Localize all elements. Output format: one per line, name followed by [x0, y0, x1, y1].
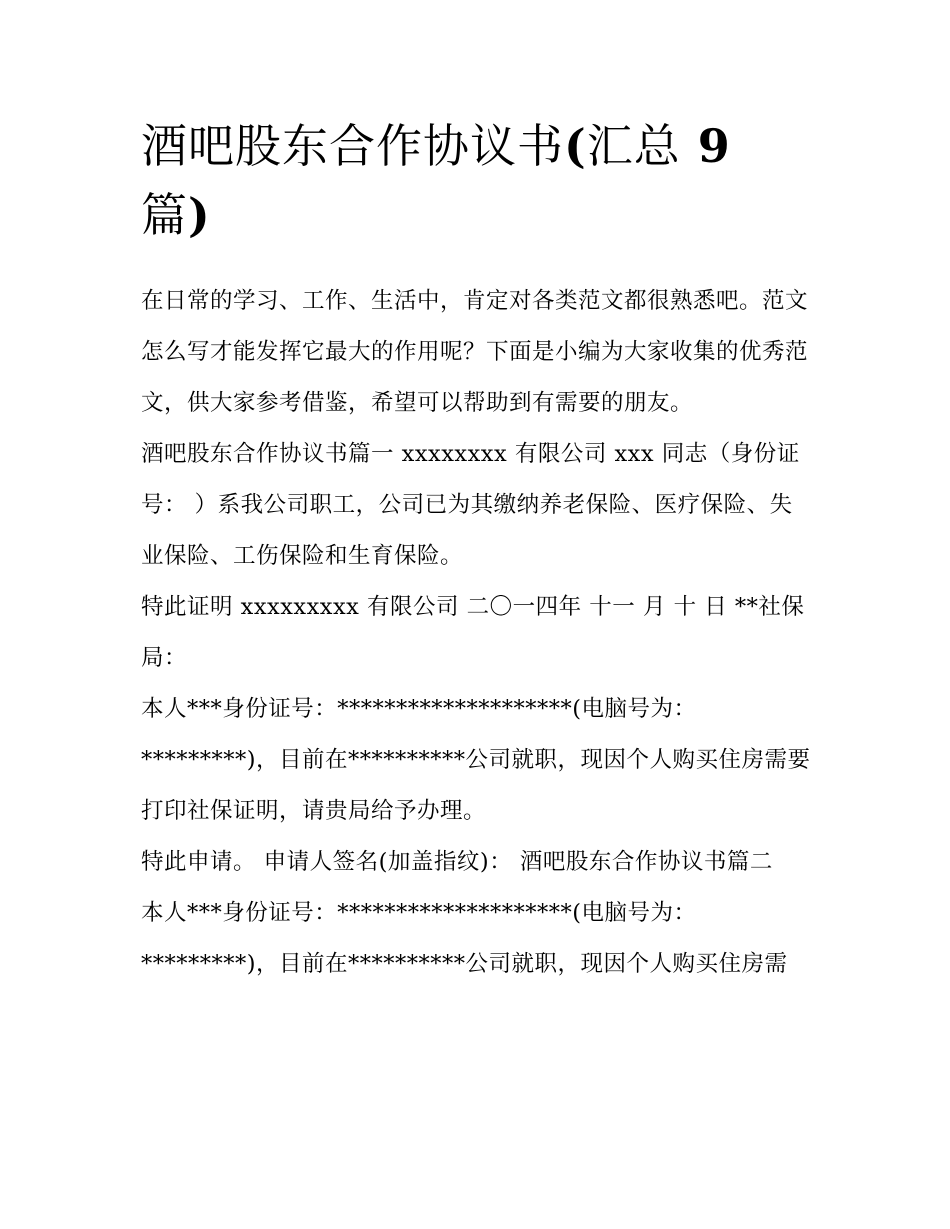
title-text-summary: 汇总: [586, 119, 681, 173]
title-count: 9: [680, 119, 731, 173]
paragraph-article-one: 酒吧股东合作协议书篇一 xxxxxxxx 有限公司 xxx 同志（身份证号： ）系我公司职工，公司已为其缴纳养老保险、医疗保险、失业保险、工伤保险和生育保险。: [141, 441, 800, 569]
paragraph-application: 本人***身份证号：********************(电脑号为：*********)，目前在**********公司就职，现因个人购买住房需要打印社保证明，请贵局给予办理。: [141, 696, 811, 824]
paragraph-signature: 特此申请。 申请人签名(加盖指纹)： 酒吧股东合作协议书篇二: [141, 849, 773, 875]
document-title: [141, 112, 801, 250]
document-body: [141, 276, 813, 990]
paragraph-certification: 特此证明 xxxxxxxxx 有限公司 二〇一四年 十一 月 十 日 **社保局：: [141, 594, 805, 671]
title-text-unit: 篇: [141, 188, 188, 242]
title-text-main: 酒吧股东合作协议书: [141, 119, 564, 173]
title-paren-open: (: [564, 119, 587, 173]
paragraph-intro: 在日常的学习、工作、生活中，肯定对各类范文都很熟悉吧。范文怎么写才能发挥它最大的作用呢？下面是小编为大家收集的优秀范文，供大家参考借鉴，希望可以帮助到有需要的朋友。: [141, 288, 809, 416]
paragraph-application-repeat: 本人***身份证号：********************(电脑号为：*********)，目前在**********公司就职，现因个人购买住房需: [141, 900, 788, 977]
title-paren-close: ): [188, 188, 211, 242]
